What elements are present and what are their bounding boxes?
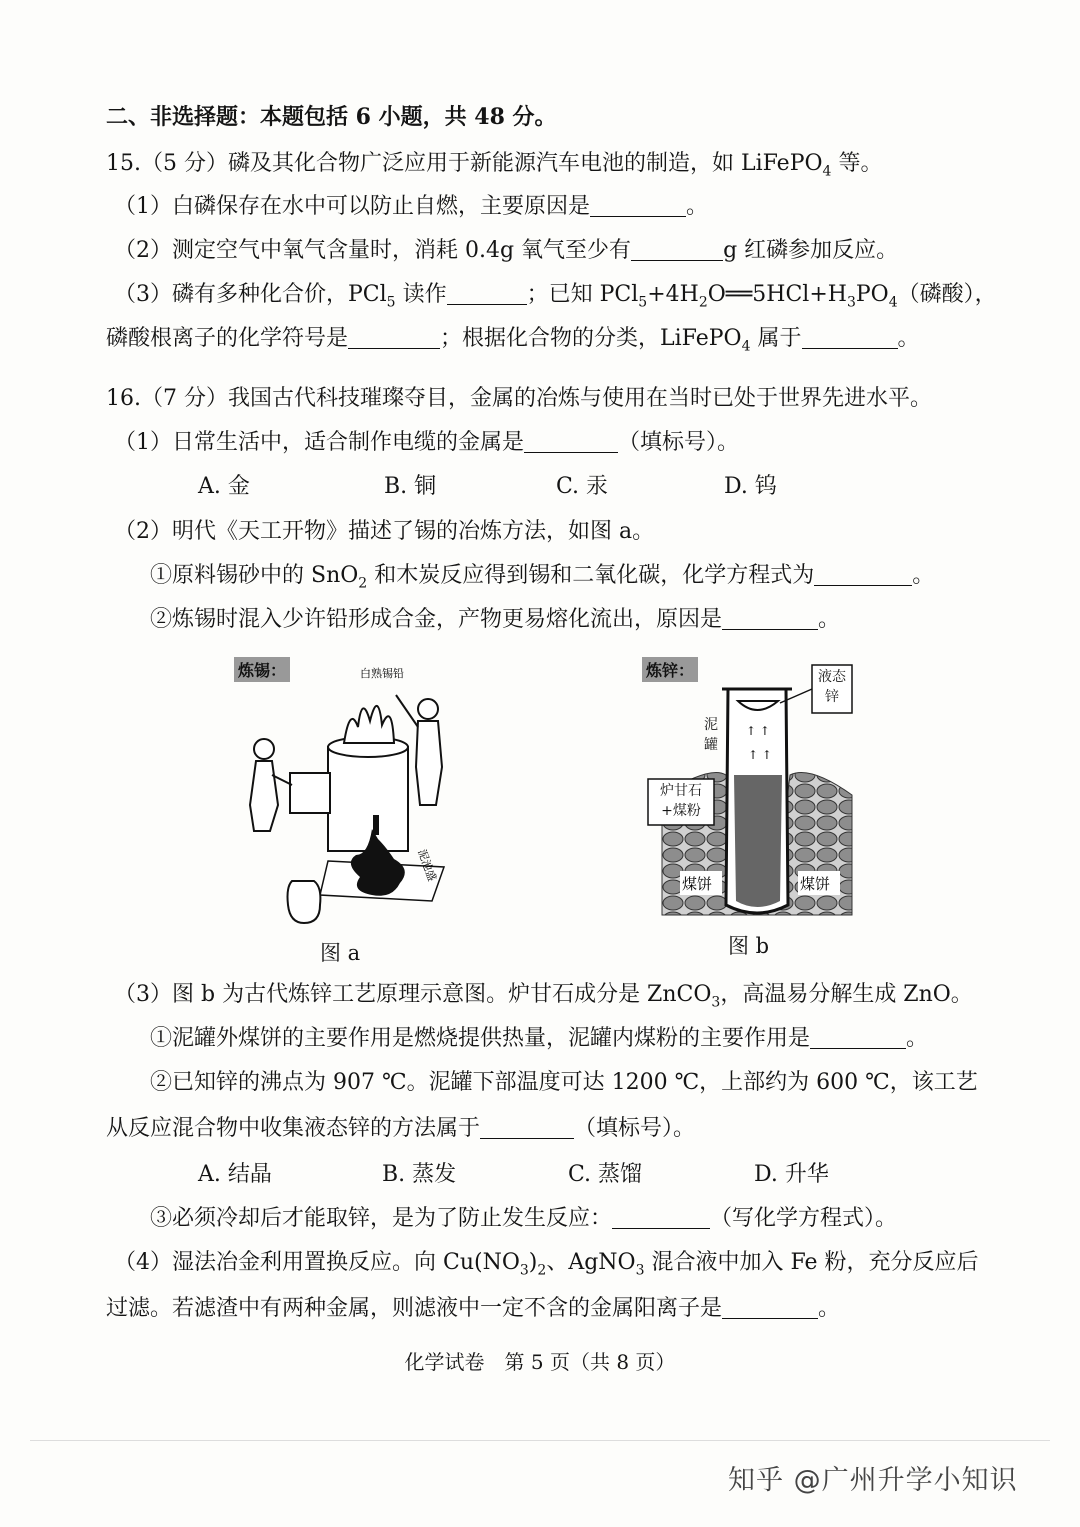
q16-p3-options [198,1160,829,1190]
q15-part2 [114,236,898,266]
q16-part3-i [150,1024,928,1054]
subscript: 4 [888,294,898,311]
answer-blank[interactable] [590,194,686,217]
q16-stem: 16.（7 分）我国古代科技璀璨夺目，金属的冶炼与使用在当时已处于世界先进水平。 [106,386,932,411]
label-liquid-zinc: 液态锌 [818,669,846,705]
q16-p4-text: ) [528,1250,538,1275]
option-a[interactable]: A. 金 [198,474,250,499]
q15-part1 [114,192,708,222]
subscript: 4 [822,163,832,180]
figure-b [640,655,860,925]
answer-blank[interactable] [447,282,527,305]
q16-p2ii-text: ②炼锡时混入少许铅形成合金，产物更易熔化流出，原因是 [150,607,723,632]
q15-p3-end: 。 [897,326,920,351]
furnace [328,747,408,851]
q16-p3i-end: 。 [906,1026,929,1051]
q16-p3ii-text: 从反应混合物中收集液态锌的方法属于 [106,1116,481,1141]
q16-p3-text: （3）图 b 为古代炼锌工艺原理示意图。炉甘石成分是 ZnCO [114,982,712,1007]
subscript: 3 [711,994,721,1011]
q15-part3 [114,280,997,317]
q16-p2i-end: 。 [912,563,935,588]
figure-a [232,655,472,935]
answer-blank[interactable] [612,1206,710,1229]
answer-blank[interactable] [722,1296,818,1319]
q16-p1-text: （1）日常生活中，适合制作电缆的金属是 [114,430,524,455]
figure-a-caption: 图 a [320,941,361,965]
q16-p2i-text: ①原料锡砂中的 SnO [150,563,359,588]
bellows [290,773,330,813]
answer-blank[interactable] [802,326,898,349]
q16-p4-text: 混合液中加入 Fe 粉，充分反应后 [644,1250,979,1275]
option-c[interactable]: C. 蒸馏 [568,1162,643,1187]
q15-stem [106,149,882,186]
q15-p1-end: 。 [686,194,709,219]
q15-p1-text: （1）白磷保存在水中可以防止自燃，主要原因是 [114,194,590,219]
q15-stem-text: 15.（5 分）磷及其化合物广泛应用于新能源汽车电池的制造，如 LiFePO [106,151,823,176]
label-mud-pot: 泥罐 [704,717,718,753]
vapor-arrow-icon: ↑ ↑ [748,748,772,762]
q16-part3-iii [150,1204,897,1234]
option-b[interactable]: B. 蒸发 [382,1162,457,1187]
q16-p1-options [198,472,777,502]
subscript: 2 [358,575,368,592]
q15-p3-text: 磷酸根离子的化学符号是 [106,326,349,351]
figure-b-tag: 炼锌： [642,657,698,682]
subscript: 2 [698,294,708,311]
q16-p4-end: 。 [818,1296,841,1321]
worker-body-icon [250,761,278,831]
q15-p3-text: PO [855,282,889,307]
label-ore-coal: 炉甘石+煤粉 [660,783,702,819]
flame-icon [344,706,394,743]
q16-part4-line2 [106,1294,840,1324]
worker-body-icon [416,721,442,805]
q15-p3-text: O══5HCl+H [707,282,847,307]
stirring-rod [396,695,418,727]
vapor-arrow-icon: ↑ ↑ [746,724,770,738]
q16-p2i-text: 和木炭反应得到锡和二氧化碳，化学方程式为 [367,563,815,588]
q15-p3-text: 读作 [395,282,447,307]
label-coal-left: 煤饼 [682,875,713,893]
q16-part3 [114,980,973,1017]
q15-p3-text: （磷酸）， [897,282,997,307]
ore-coal-mixture [734,775,782,907]
label-coal-right: 煤饼 [800,875,831,893]
option-c[interactable]: C. 汞 [556,474,609,499]
option-b[interactable]: B. 铜 [384,474,437,499]
q16-part3-ii: ②已知锌的沸点为 907 ℃。泥罐下部温度可达 1200 ℃，上部约为 600 ℃，该工艺 [150,1070,978,1095]
subscript: 2 [537,1262,547,1279]
subscript: 3 [519,1262,529,1279]
q16-part2-i [150,561,934,598]
q16-p3-text: ，高温易分解生成 ZnO。 [720,982,973,1007]
option-a[interactable]: A. 结晶 [198,1162,272,1187]
q16-part2-ii [150,605,840,635]
q15-p3-text: （3）磷有多种化合价，PCl [114,282,387,307]
q16-part2: （2）明代《天工开物》描述了锡的冶炼方法，如图 a。 [114,519,655,544]
q16-p4-text: 、AgNO [546,1250,636,1275]
answer-blank[interactable] [631,238,723,261]
q16-part1 [114,428,739,458]
jar-icon [288,881,321,923]
q16-p4-text: （4）湿法冶金利用置换反应。向 Cu(NO [114,1250,520,1275]
watermark: 知乎 @广州升学小知识 [728,1465,1018,1496]
option-d[interactable]: D. 升华 [754,1162,829,1187]
answer-blank[interactable] [722,607,818,630]
q16-part4 [114,1248,979,1285]
q16-p4-text: 过滤。若滤渣中有两种金属，则滤液中一定不含的金属阳离子是 [106,1296,723,1321]
q16-p1-end: （填标号）。 [618,430,740,455]
q15-p2-text: （2）测定空气中氧气含量时，消耗 0.4g 氧气至少有 [114,238,632,263]
q16-p3iii-text: ③必须冷却后才能取锌，是为了防止发生反应： [150,1206,613,1231]
subscript: 3 [635,1262,645,1279]
figure-b-caption: 图 b [728,934,770,958]
q16-p3i-text: ①泥罐外煤饼的主要作用是燃烧提供热量，泥罐内煤粉的主要作用是 [150,1026,811,1051]
worker-head-icon [418,699,438,719]
q16-p2ii-end: 。 [818,607,841,632]
answer-blank[interactable] [814,563,912,586]
q16-p3iii-end: （写化学方程式）。 [710,1206,898,1231]
q15-stem-end: 等。 [831,151,883,176]
section-heading: 二、非选择题：本题包括 6 小题，共 48 分。 [106,104,557,130]
zinc-smelting-diagram [640,655,860,925]
subscript: 5 [638,294,648,311]
q16-p3ii-end: （填标号）。 [574,1116,696,1141]
answer-blank[interactable] [348,326,440,349]
figure-a-tag: 炼锡： [234,657,290,682]
q16-part3-ii-line2 [106,1114,695,1144]
q15-p2-end: g 红磷参加反应。 [723,238,899,263]
q15-p3-text: 属于 [750,326,802,351]
answer-blank[interactable] [810,1026,906,1049]
tin-smelting-illustration [232,655,472,935]
page-footer: 化学试卷 第 5 页（共 8 页） [404,1350,676,1374]
divider [30,1440,1050,1441]
answer-blank[interactable] [480,1116,574,1139]
q15-p3-text: ；已知 PCl [526,282,639,307]
q15-part3-line2 [106,324,920,361]
label-lead: 白熟锡铅 [360,667,404,680]
label-mud-pool: 泥池盛 [415,847,439,884]
answer-blank[interactable] [524,430,618,453]
worker-head-icon [254,739,274,759]
q15-p3-text: ；根据化合物的分类，LiFePO [440,326,742,351]
subscript: 3 [846,294,856,311]
subscript: 4 [741,338,751,355]
option-d[interactable]: D. 钨 [724,474,777,499]
subscript: 5 [386,294,396,311]
q15-p3-text: +4H [647,282,699,307]
